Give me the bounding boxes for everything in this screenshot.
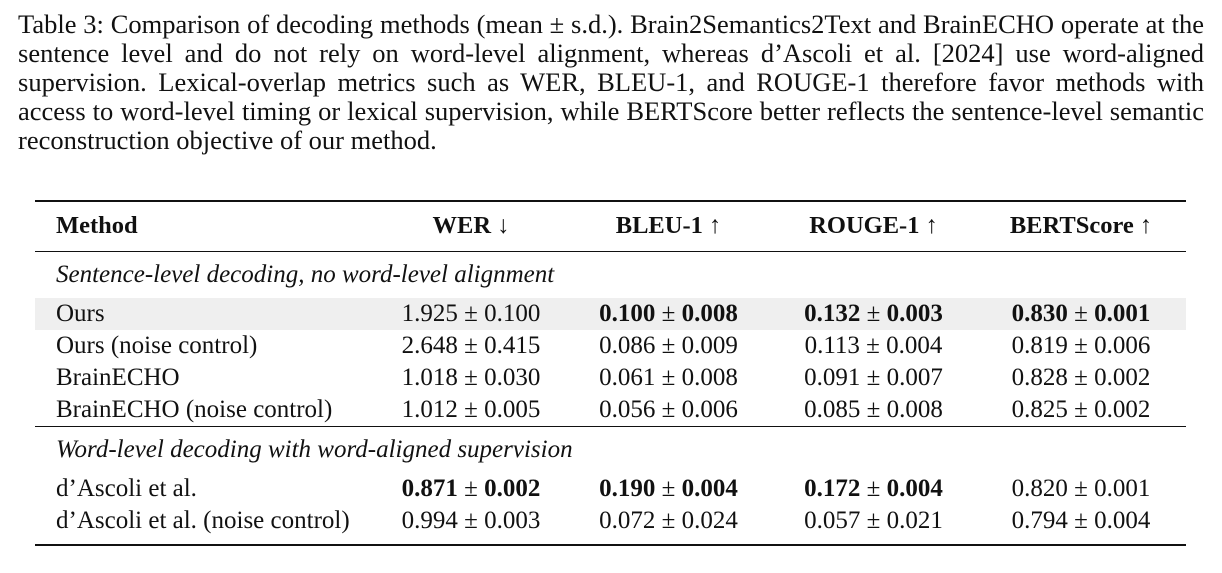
plus-minus-sign: ± bbox=[655, 363, 682, 391]
header-row bbox=[35, 201, 1186, 251]
rouge-sd: 0.008 bbox=[886, 395, 943, 423]
wer-sd: 0.030 bbox=[484, 363, 541, 391]
method-cell: d’Ascoli et al. bbox=[56, 474, 197, 502]
bert-mean: 0.825 bbox=[1011, 395, 1068, 423]
wer-cell bbox=[376, 473, 566, 505]
bert-sd: 0.001 bbox=[1094, 299, 1151, 327]
bleu-cell bbox=[566, 394, 771, 427]
bert-mean: 0.794 bbox=[1011, 506, 1068, 534]
rouge-sd: 0.004 bbox=[886, 474, 943, 502]
bleu-cell bbox=[566, 362, 771, 394]
bert-sd: 0.002 bbox=[1094, 395, 1151, 423]
header-bleu: BLEU-1 ↑ bbox=[615, 212, 722, 240]
bert-sd: 0.002 bbox=[1094, 363, 1151, 391]
plus-minus-sign: ± bbox=[859, 331, 887, 359]
wer-mean: 0.871 bbox=[401, 474, 458, 502]
rouge-mean: 0.132 bbox=[804, 299, 861, 327]
wer-mean: 2.648 bbox=[401, 331, 458, 359]
bert-mean: 0.819 bbox=[1011, 331, 1068, 359]
section-word-level bbox=[35, 426, 1186, 545]
bleu-sd: 0.008 bbox=[681, 363, 738, 391]
bleu-cell bbox=[566, 505, 771, 545]
bleu-mean: 0.190 bbox=[599, 474, 656, 502]
plus-minus-sign: ± bbox=[655, 474, 682, 502]
wer-sd: 0.100 bbox=[484, 299, 541, 327]
bert-mean: 0.828 bbox=[1011, 363, 1068, 391]
rouge-cell bbox=[771, 473, 976, 505]
plus-minus-sign: ± bbox=[1067, 506, 1095, 534]
wer-mean: 1.018 bbox=[401, 363, 458, 391]
table-caption: Table 3: Comparison of decoding methods (mean ± s.d.). Brain2Semantics2Text and BrainECHO operate at the sentence level and do not rely on word-level alignment, whereas d’Ascoli et al. [2024] use word-aligned supervision. Lexical-overlap metrics such as WER, BLEU-1, and ROUGE-1 therefore favor methods with access to word-level timing or lexical supervision, while BERTScore better reflects the sentence-level semantic reconstruction objective of our method. bbox=[18, 9, 1204, 155]
table-row bbox=[35, 298, 1186, 330]
section-sentence-level bbox=[35, 251, 1186, 426]
table-row bbox=[35, 473, 1186, 505]
section-header-row bbox=[35, 251, 1186, 298]
bert-cell bbox=[976, 473, 1186, 505]
table-row bbox=[35, 362, 1186, 394]
plus-minus-sign: ± bbox=[1067, 474, 1095, 502]
bleu-sd: 0.006 bbox=[681, 395, 738, 423]
results-table bbox=[35, 200, 1186, 546]
bleu-mean: 0.100 bbox=[599, 299, 656, 327]
rouge-sd: 0.003 bbox=[886, 299, 943, 327]
wer-mean: 1.012 bbox=[401, 395, 458, 423]
plus-minus-sign: ± bbox=[457, 299, 485, 327]
plus-minus-sign: ± bbox=[655, 331, 682, 359]
bleu-cell bbox=[566, 473, 771, 505]
bleu-sd: 0.008 bbox=[681, 299, 738, 327]
plus-minus-sign: ± bbox=[457, 506, 485, 534]
table-row bbox=[35, 330, 1186, 362]
bert-sd: 0.006 bbox=[1094, 331, 1151, 359]
plus-minus-sign: ± bbox=[1067, 395, 1095, 423]
bleu-cell bbox=[566, 298, 771, 330]
rouge-sd: 0.021 bbox=[886, 506, 943, 534]
bert-sd: 0.004 bbox=[1094, 506, 1151, 534]
bleu-sd: 0.004 bbox=[681, 474, 738, 502]
wer-cell bbox=[376, 362, 566, 394]
method-cell: d’Ascoli et al. (noise control) bbox=[56, 506, 350, 534]
header-wer: WER ↓ bbox=[432, 212, 510, 240]
method-cell: BrainECHO bbox=[56, 363, 180, 391]
header-bertscore: BERTScore ↑ bbox=[1009, 212, 1153, 240]
bert-sd: 0.001 bbox=[1094, 474, 1151, 502]
plus-minus-sign: ± bbox=[860, 299, 887, 327]
rouge-mean: 0.113 bbox=[804, 331, 860, 359]
bert-cell bbox=[976, 298, 1186, 330]
rouge-mean: 0.057 bbox=[804, 506, 861, 534]
plus-minus-sign: ± bbox=[457, 331, 485, 359]
rouge-mean: 0.091 bbox=[804, 363, 861, 391]
rouge-sd: 0.004 bbox=[886, 331, 943, 359]
bleu-mean: 0.061 bbox=[599, 363, 656, 391]
section-title: Word-level decoding with word-aligned supervision bbox=[56, 435, 573, 463]
plus-minus-sign: ± bbox=[1067, 299, 1095, 327]
plus-minus-sign: ± bbox=[860, 363, 887, 391]
method-cell: Ours bbox=[35, 298, 376, 330]
bert-cell bbox=[976, 505, 1186, 545]
wer-cell bbox=[376, 298, 566, 330]
plus-minus-sign: ± bbox=[655, 506, 682, 534]
method-cell: BrainECHO (noise control) bbox=[56, 395, 333, 423]
bleu-mean: 0.056 bbox=[599, 395, 656, 423]
rouge-cell bbox=[771, 330, 976, 362]
bleu-sd: 0.009 bbox=[681, 331, 738, 359]
rouge-mean: 0.172 bbox=[804, 474, 861, 502]
plus-minus-sign: ± bbox=[860, 474, 887, 502]
bert-cell bbox=[976, 362, 1186, 394]
header-method: Method bbox=[56, 212, 138, 240]
bert-mean: 0.820 bbox=[1011, 474, 1068, 502]
wer-mean: 0.994 bbox=[401, 506, 458, 534]
plus-minus-sign: ± bbox=[1067, 331, 1095, 359]
plus-minus-sign: ± bbox=[457, 363, 485, 391]
bleu-mean: 0.072 bbox=[599, 506, 656, 534]
wer-cell bbox=[376, 394, 566, 427]
rouge-cell bbox=[771, 362, 976, 394]
section-header-row bbox=[35, 426, 1186, 473]
wer-sd: 0.415 bbox=[484, 331, 541, 359]
plus-minus-sign: ± bbox=[1067, 363, 1095, 391]
plus-minus-sign: ± bbox=[655, 299, 682, 327]
plus-minus-sign: ± bbox=[655, 395, 682, 423]
wer-sd: 0.005 bbox=[484, 395, 541, 423]
plus-minus-sign: ± bbox=[860, 395, 887, 423]
plus-minus-sign: ± bbox=[457, 474, 485, 502]
bleu-sd: 0.024 bbox=[681, 506, 738, 534]
header-rouge: ROUGE-1 ↑ bbox=[809, 212, 938, 240]
section-title: Sentence-level decoding, no word-level alignment bbox=[56, 260, 555, 288]
wer-cell bbox=[376, 505, 566, 545]
table-row bbox=[35, 505, 1186, 545]
rouge-cell bbox=[771, 298, 976, 330]
rouge-cell bbox=[771, 394, 976, 427]
wer-sd: 0.003 bbox=[484, 506, 541, 534]
rouge-sd: 0.007 bbox=[886, 363, 943, 391]
bert-cell bbox=[976, 330, 1186, 362]
wer-sd: 0.002 bbox=[484, 474, 541, 502]
wer-cell bbox=[376, 330, 566, 362]
rouge-mean: 0.085 bbox=[804, 395, 861, 423]
bert-cell bbox=[976, 394, 1186, 427]
table-row bbox=[35, 394, 1186, 427]
plus-minus-sign: ± bbox=[457, 395, 485, 423]
plus-minus-sign: ± bbox=[860, 506, 887, 534]
bleu-mean: 0.086 bbox=[599, 331, 656, 359]
bert-mean: 0.830 bbox=[1011, 299, 1068, 327]
method-cell: Ours (noise control) bbox=[56, 331, 258, 359]
bleu-cell bbox=[566, 330, 771, 362]
rouge-cell bbox=[771, 505, 976, 545]
wer-mean: 1.925 bbox=[401, 299, 458, 327]
